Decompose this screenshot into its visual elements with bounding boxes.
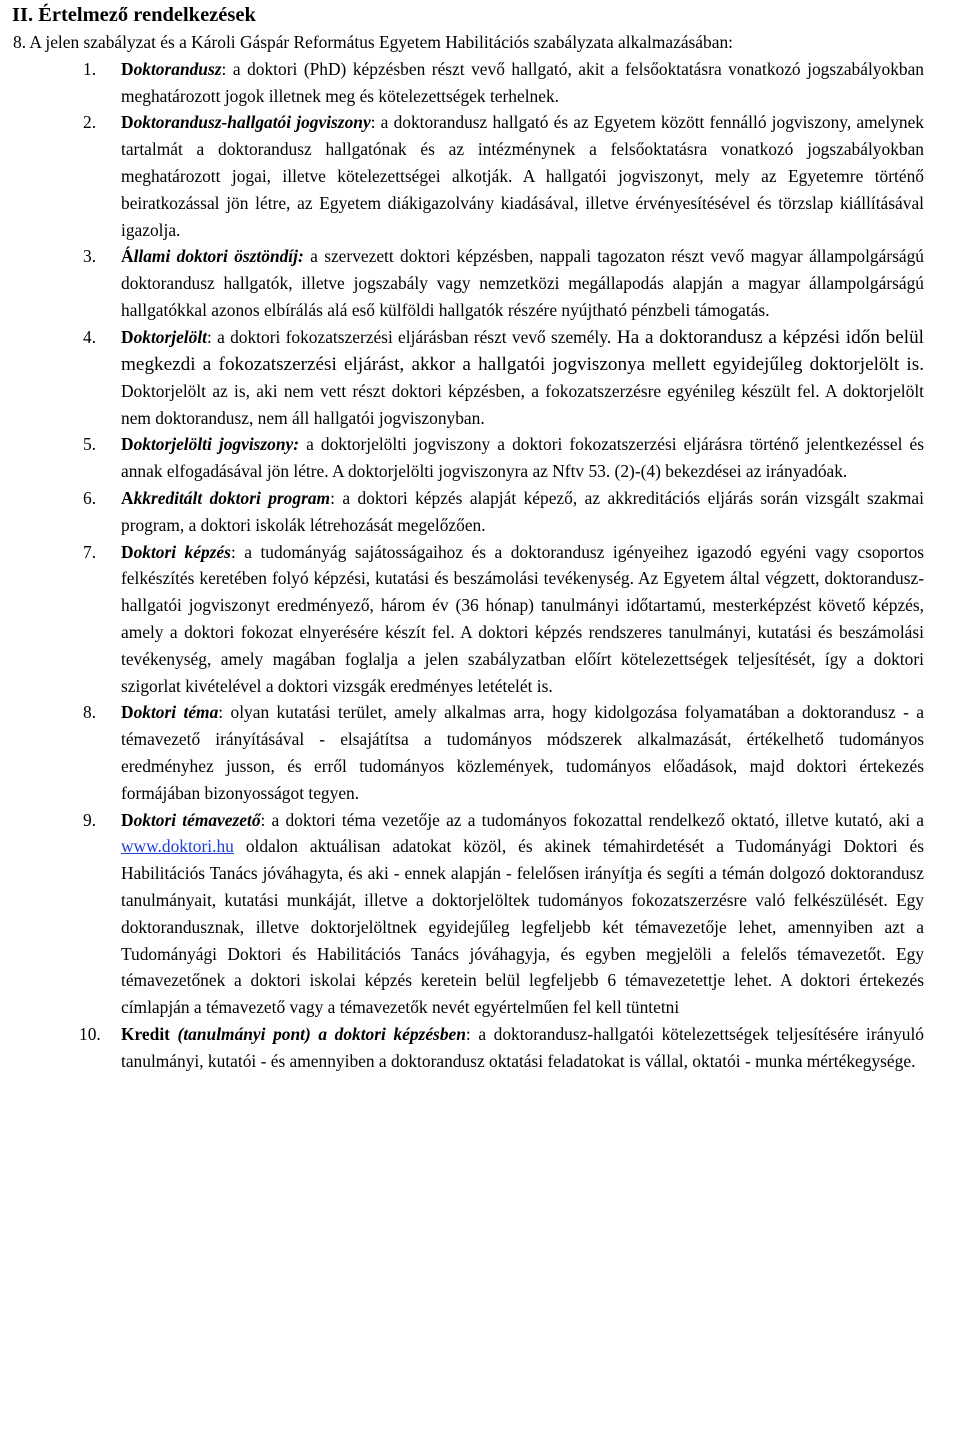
definition-text-continued: oldalon aktuálisan adatokat közöl, és akinek témahirdetését a Tudományági Doktori és Habilitációs Tanács jóváhagyta, és aki - ennek alapján - felelősen irányítja és segíti a témán dolgozó doktorandusz tanulmányait, kutatási munkáját, illetve a doktorjelöltek tudományos fokozatszerzésre való felkészülését. Egy doktorandusznak, illetve doktorjelöltnek egyidejűleg legfeljebb két témavezetője lehet, amennyiben azt a Tudományági Doktori és Habilitációs Tanács jóváhagyja, és egyben megjelöli a felelős témavezetőt. Egy témavezetőnek a doktori iskolai képzés keretein belül legfeljebb 6 témavezetettje lehet. A doktori értekezés címlapján a témavezető vagy a témavezetők nevét egyértelműen fel kell tüntetni: [121, 836, 924, 1018]
term: oktorjelölt: [133, 326, 207, 347]
item-number: 5.: [83, 434, 97, 455]
item-number: 10.: [79, 1023, 101, 1044]
term: oktorandusz: [133, 58, 222, 79]
definition-item-9: [12, 807, 924, 1021]
term-initial: D: [121, 326, 134, 347]
item-number: 2.: [83, 112, 97, 133]
term: (tanulmányi pont) a doktori képzésben: [169, 1023, 466, 1044]
term-initial: D: [121, 434, 134, 455]
definition-item-8: [12, 699, 924, 806]
term-initial: D: [121, 809, 134, 830]
term-initial: Á: [121, 246, 134, 267]
item-number: 1.: [83, 58, 97, 79]
definition-text-continued: Doktorjelölt az is, aki nem vett részt doktori képzésben, a fokozatszerzésre egyénileg készült fel. A doktorjelölt nem doktorandusz, nem áll hallgatói jogviszonyban.: [121, 380, 924, 428]
term: oktorjelölti jogviszony:: [133, 434, 300, 455]
item-number: 6.: [83, 487, 97, 508]
definition-item-10: [12, 1021, 924, 1075]
intro-paragraph: 8. A jelen szabályzat és a Károli Gáspár Református Egyetem Habilitációs szabályzata alkalmazásában:: [13, 32, 733, 52]
term-initial: A: [121, 487, 134, 508]
term-initial: D: [121, 58, 134, 79]
definition-text: : a doktorandusz hallgató és az Egyetem között fennálló jogviszony, amelynek tartalmát a doktorandusz hallgatónak és az intézménynek a felsőoktatásra vonatkozó jogszabályokban meghatározott jogai, illetve kötelezettségei alkotják. A hallgatói jogviszonyt, mely az Egyetemre történő beiratkozással jön létre, az Egyetem diákigazolvány kiadásával, illetve érvényesítésével és törzslap kiállításával igazolja.: [121, 112, 925, 240]
term-initial: D: [121, 541, 134, 562]
item-number: 9.: [83, 809, 97, 830]
definition-text: a doktorjelölti jogviszony a doktori fokozatszerzési eljárásra történő jelentkezéssel és annak elfogadásával jön létre. A doktorjelölti jogviszonyra az Nftv 53. (2)-(4) bekezdései az irányadóak.: [121, 434, 924, 482]
definition-text: : a doktori (PhD) képzésben részt vevő hallgató, akit a felsőoktatásra vonatkozó jogszabályokban meghatározott jogok illetnek meg és kötelezettségek terhelnek.: [121, 58, 924, 106]
definition-item-1: [12, 56, 924, 110]
definition-text: a szervezett doktori képzésben, nappali tagozaton részt vevő magyar állampolgárságú doktorandusz hallgatók, illetve jogszabály vagy nemzetközi megállapodás alapján a magyar állampolgárságú hallgatókkal azonos elbírálás alá eső külföldi hallgatók részére nyújtható pénzbeli támogatás.: [121, 246, 924, 320]
definition-text-large: Ha a doktorandusz a képzési időn belül megkezdi a fokozatszerzési eljárást, akkor a hallgatói jogviszonya mellett egyidejűleg doktorjelölt is.: [121, 326, 924, 375]
definition-text: : a doktori képzés alapját képező, az akkreditációs eljárás során vizsgált szakmai program, a doktori iskolák létrehozását megelőzően.: [121, 487, 924, 535]
definition-text: : a tudományág sajátosságaihoz és a doktorandusz igényeihez igazodó egyéni vagy csoportos felkészítés keretében folyó képzési, kutatási és beszámolási tevékenység. Az Egyetem által végzett, doktorandusz-hallgatói jogviszonyt eredményező, három év (36 hónap) tanulmányi időtartamú, mesterképzést követő képzés, amely a doktori fokozat elnyerésére készít fel. A doktori képzés rendszeres tanulmányi, kutatási és beszámolási tevékenység, amely magában foglalja a jelen szabályzatban előírt kötelezettségek teljesítését, így a doktori szigorlat kivételével a doktori vizsgák eredményes letételét is.: [121, 541, 925, 696]
definition-item-2: [12, 109, 924, 243]
definition-text: : a doktorandusz-hallgatói kötelezettségek teljesítésére irányuló tanulmányi, kutatói - és amennyiben a doktorandusz oktatási feladatokat is vállal, oktatói - munka mértékegysége.: [121, 1023, 924, 1071]
item-number: 8.: [83, 702, 97, 723]
definition-item-3: [12, 243, 924, 323]
definition-item-6: [12, 485, 924, 539]
term: oktori képzés: [133, 541, 231, 562]
definition-item-4: [12, 324, 924, 432]
term-initial: D: [121, 702, 134, 723]
term: llami doktori ösztöndíj:: [133, 246, 304, 267]
definition-item-5: [12, 431, 924, 485]
term-bold: redit: [134, 1023, 170, 1044]
doktori-hu-link[interactable]: www.doktori.hu: [121, 836, 234, 857]
definitions-list: [12, 56, 924, 1075]
term-initial: D: [121, 112, 134, 133]
item-number: 4.: [83, 326, 97, 347]
definition-item-7: [12, 539, 924, 700]
term: oktorandusz-hallgatói jogviszony: [133, 112, 371, 133]
definition-text: : olyan kutatási terület, amely alkalmas arra, hogy kidolgozása folyamatában a doktorandusz - a témavezető irányításával - elsajátítsa a tudományos módszerek alkalmazását, értékelhető tudományos eredményhez jusson, és erről tudományos közlemények, tudományos előadások, majd doktori értekezés formájában bizonyosságot tegyen.: [121, 702, 924, 803]
section-heading: II. Értelmező rendelkezések: [12, 4, 256, 26]
item-number: 7.: [83, 541, 97, 562]
definition-text: : a doktori téma vezetője az a tudományos fokozattal rendelkező oktató, illetve kutató, aki a: [260, 809, 924, 830]
term-initial: K: [121, 1023, 135, 1044]
term: oktori téma: [133, 702, 219, 723]
term: oktori témavezető: [133, 809, 261, 830]
term: kkreditált doktori program: [133, 487, 331, 508]
definition-text: : a doktori fokozatszerzési eljárásban részt vevő személy.: [207, 326, 612, 347]
item-number: 3.: [83, 246, 97, 267]
